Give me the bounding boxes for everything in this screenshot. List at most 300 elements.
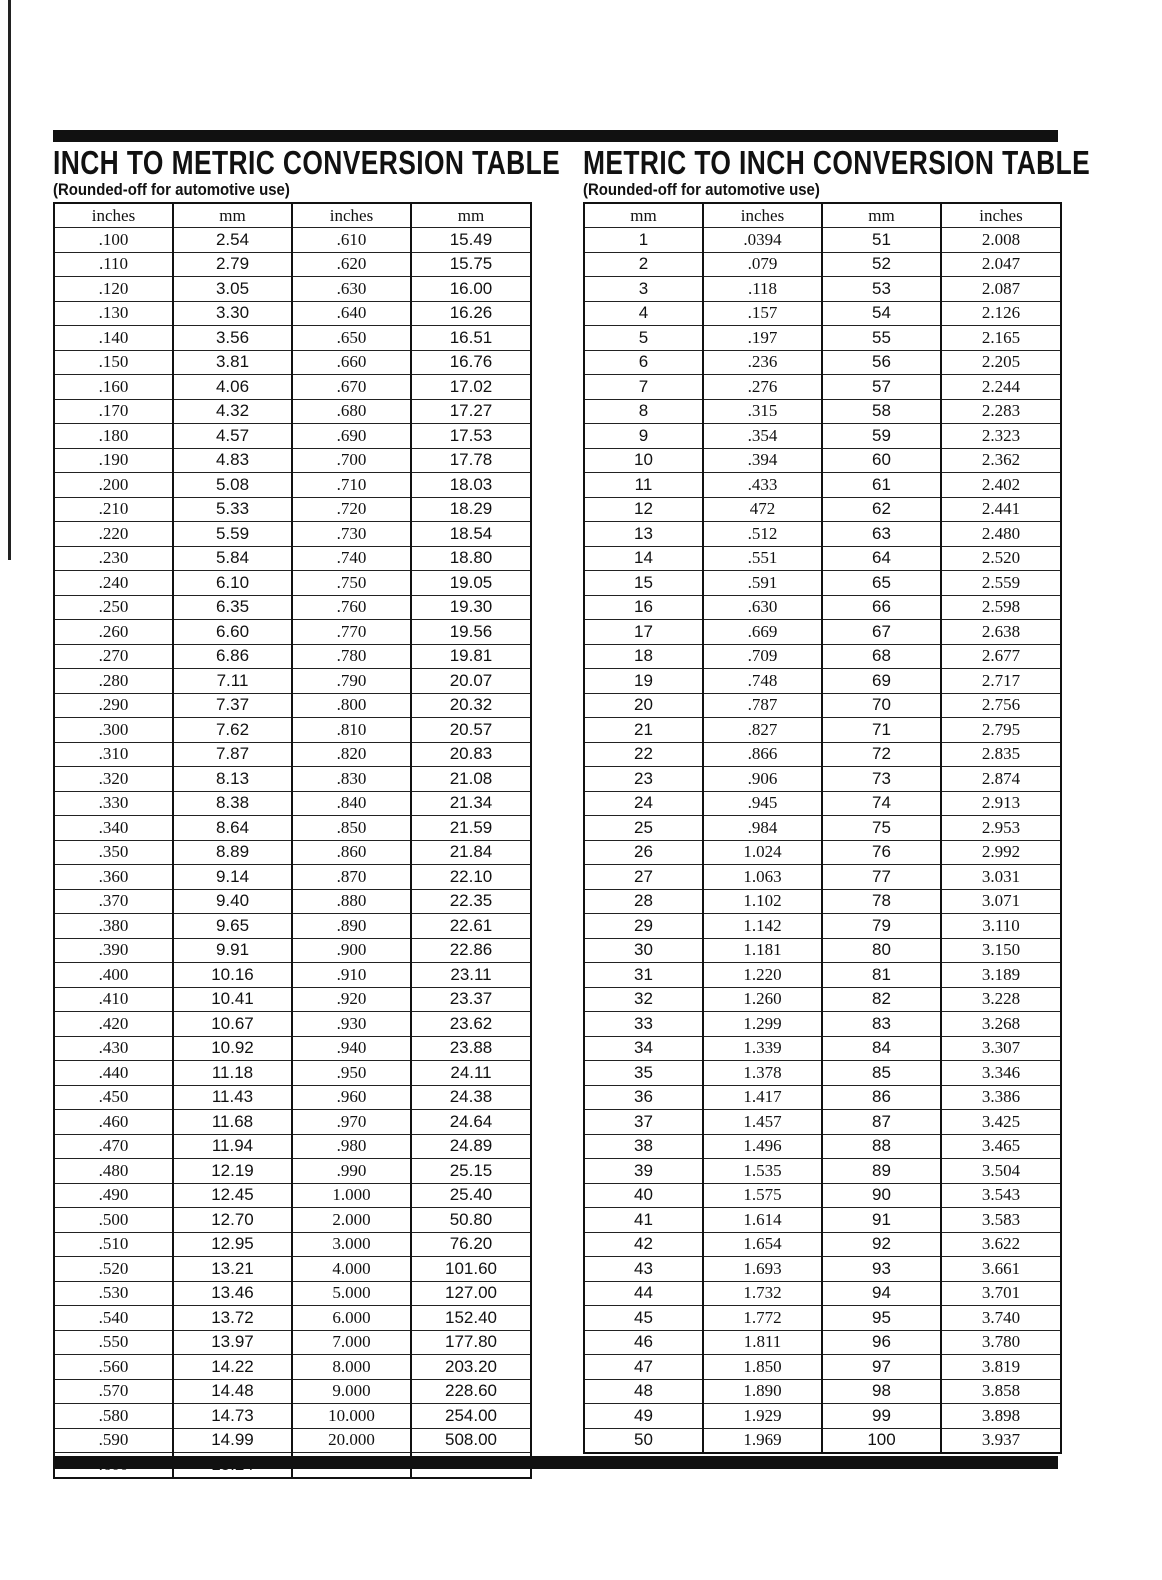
table-row <box>584 1036 1061 1061</box>
inches-cell: 1.142 <box>703 914 822 939</box>
inches-cell: 1.969 <box>703 1428 822 1453</box>
mm-cell: 4.83 <box>173 448 292 473</box>
table-row <box>54 791 531 816</box>
table-row <box>584 399 1061 424</box>
top-rule <box>53 130 1058 142</box>
inches-cell: .940 <box>292 1036 411 1061</box>
table-row <box>54 1159 531 1184</box>
inches-cell: .550 <box>54 1330 173 1355</box>
inches-cell: 1.339 <box>703 1036 822 1061</box>
inches-cell: 9.000 <box>292 1379 411 1404</box>
mm-cell: 49 <box>584 1404 703 1429</box>
table-row <box>54 865 531 890</box>
inches-cell: 4.000 <box>292 1257 411 1282</box>
mm-cell: 23.11 <box>411 963 531 988</box>
table-row <box>54 1061 531 1086</box>
mm-cell: 23.62 <box>411 1012 531 1037</box>
inches-cell: 3.937 <box>941 1428 1061 1453</box>
mm-cell: 18.54 <box>411 522 531 547</box>
inches-cell: .0394 <box>703 228 822 253</box>
mm-cell: 10.16 <box>173 963 292 988</box>
inches-cell: .394 <box>703 448 822 473</box>
mm-cell: 12.45 <box>173 1183 292 1208</box>
inches-cell: 2.913 <box>941 791 1061 816</box>
inches-cell: 2.756 <box>941 693 1061 718</box>
inches-cell: .490 <box>54 1183 173 1208</box>
column-header-inches: inches <box>941 203 1061 228</box>
mm-cell: 20 <box>584 693 703 718</box>
mm-cell: 254.00 <box>411 1404 531 1429</box>
inches-cell: .276 <box>703 375 822 400</box>
metric-to-inch-panel <box>583 144 1091 1454</box>
table-row <box>584 1085 1061 1110</box>
inches-cell: .840 <box>292 791 411 816</box>
inches-cell: 1.024 <box>703 840 822 865</box>
inches-cell: 1.772 <box>703 1306 822 1331</box>
inches-cell: .380 <box>54 914 173 939</box>
inches-cell: 1.102 <box>703 889 822 914</box>
mm-cell: 13.72 <box>173 1306 292 1331</box>
mm-cell: 22.86 <box>411 938 531 963</box>
inches-cell: .170 <box>54 399 173 424</box>
table-row <box>584 571 1061 596</box>
inches-cell: .520 <box>54 1257 173 1282</box>
inches-cell: 3.000 <box>292 1232 411 1257</box>
mm-cell: 33 <box>584 1012 703 1037</box>
mm-cell: 25.15 <box>411 1159 531 1184</box>
inches-cell: .190 <box>54 448 173 473</box>
mm-cell: 99 <box>822 1404 941 1429</box>
mm-cell: 80 <box>822 938 941 963</box>
table-row <box>584 1110 1061 1135</box>
table-row <box>54 1110 531 1135</box>
mm-cell: 22.61 <box>411 914 531 939</box>
mm-cell: 22.35 <box>411 889 531 914</box>
mm-cell: 39 <box>584 1159 703 1184</box>
mm-cell: 16.51 <box>411 326 531 351</box>
inches-cell: .250 <box>54 595 173 620</box>
mm-cell: 24.64 <box>411 1110 531 1135</box>
mm-cell: 78 <box>822 889 941 914</box>
mm-cell: 28 <box>584 889 703 914</box>
table-row <box>54 1428 531 1453</box>
mm-cell: 2.79 <box>173 252 292 277</box>
inches-cell: 1.929 <box>703 1404 822 1429</box>
inches-cell: .920 <box>292 987 411 1012</box>
table-row <box>54 1281 531 1306</box>
inches-cell: .150 <box>54 350 173 375</box>
inches-cell: .580 <box>54 1404 173 1429</box>
metric-to-inch-subtitle: (Rounded-off for automotive use) <box>583 180 820 199</box>
inches-cell: 1.535 <box>703 1159 822 1184</box>
inches-cell: 7.000 <box>292 1330 411 1355</box>
mm-cell: 228.60 <box>411 1379 531 1404</box>
table-row <box>584 1379 1061 1404</box>
table-row <box>54 1183 531 1208</box>
mm-cell: 67 <box>822 620 941 645</box>
mm-cell: 24.89 <box>411 1134 531 1159</box>
mm-cell: 3.05 <box>173 277 292 302</box>
mm-cell: 13 <box>584 522 703 547</box>
table-row <box>584 326 1061 351</box>
inches-cell: 5.000 <box>292 1281 411 1306</box>
mm-cell: 95 <box>822 1306 941 1331</box>
inches-cell: .079 <box>703 252 822 277</box>
mm-cell: 23 <box>584 767 703 792</box>
table-row <box>54 987 531 1012</box>
mm-cell: 57 <box>822 375 941 400</box>
mm-cell: 66 <box>822 595 941 620</box>
inches-cell: .680 <box>292 399 411 424</box>
inches-cell: 2.244 <box>941 375 1061 400</box>
mm-cell: 47 <box>584 1355 703 1380</box>
inches-cell: .330 <box>54 791 173 816</box>
table-row <box>54 424 531 449</box>
mm-cell: 10.41 <box>173 987 292 1012</box>
table-row <box>584 669 1061 694</box>
mm-cell: 16.00 <box>411 277 531 302</box>
table-row <box>584 1183 1061 1208</box>
mm-cell: 74 <box>822 791 941 816</box>
inches-cell: .860 <box>292 840 411 865</box>
inches-cell: .730 <box>292 522 411 547</box>
inches-cell: .480 <box>54 1159 173 1184</box>
mm-cell: 7 <box>584 375 703 400</box>
table-row <box>584 620 1061 645</box>
inches-cell: .120 <box>54 277 173 302</box>
table-row <box>54 1306 531 1331</box>
mm-cell: 8.38 <box>173 791 292 816</box>
mm-cell: 38 <box>584 1134 703 1159</box>
inches-cell: 8.000 <box>292 1355 411 1380</box>
inches-cell: 2.717 <box>941 669 1061 694</box>
mm-cell: 4.32 <box>173 399 292 424</box>
inches-cell: 3.386 <box>941 1085 1061 1110</box>
inches-cell: 1.496 <box>703 1134 822 1159</box>
table-row <box>584 791 1061 816</box>
inches-cell: .340 <box>54 816 173 841</box>
mm-cell: 12 <box>584 497 703 522</box>
inches-cell: 2.126 <box>941 301 1061 326</box>
inches-cell: 3.189 <box>941 963 1061 988</box>
inches-cell: 3.543 <box>941 1183 1061 1208</box>
table-row <box>584 1012 1061 1037</box>
mm-cell: 24 <box>584 791 703 816</box>
inches-cell: 6.000 <box>292 1306 411 1331</box>
inches-cell: 2.480 <box>941 522 1061 547</box>
inch-to-metric-subtitle: (Rounded-off for automotive use) <box>53 180 290 199</box>
inches-cell: .620 <box>292 252 411 277</box>
mm-cell: 6.60 <box>173 620 292 645</box>
mm-cell: 70 <box>822 693 941 718</box>
mm-cell: 15 <box>584 571 703 596</box>
mm-cell: 56 <box>822 350 941 375</box>
inches-cell: 2.087 <box>941 277 1061 302</box>
inches-cell: 3.780 <box>941 1330 1061 1355</box>
table-row <box>584 595 1061 620</box>
mm-cell: 84 <box>822 1036 941 1061</box>
inches-cell: .460 <box>54 1110 173 1135</box>
table-row <box>584 693 1061 718</box>
inches-cell: 3.701 <box>941 1281 1061 1306</box>
mm-cell: 55 <box>822 326 941 351</box>
mm-cell: 17 <box>584 620 703 645</box>
mm-cell: 21.84 <box>411 840 531 865</box>
mm-cell: 54 <box>822 301 941 326</box>
table-row <box>54 301 531 326</box>
inches-cell: 1.181 <box>703 938 822 963</box>
mm-cell: 24.11 <box>411 1061 531 1086</box>
table-row <box>54 693 531 718</box>
table-row <box>54 228 531 253</box>
mm-cell: 51 <box>822 228 941 253</box>
table-row <box>584 522 1061 547</box>
inches-cell: .100 <box>54 228 173 253</box>
table-header-row <box>54 203 531 228</box>
inches-cell: 20.000 <box>292 1428 411 1453</box>
mm-cell: 12.95 <box>173 1232 292 1257</box>
mm-cell: 85 <box>822 1061 941 1086</box>
table-row <box>584 914 1061 939</box>
table-row <box>584 889 1061 914</box>
table-row <box>54 1208 531 1233</box>
inches-cell: .500 <box>54 1208 173 1233</box>
mm-cell: 14 <box>584 546 703 571</box>
mm-cell: 36 <box>584 1085 703 1110</box>
inches-cell: 3.346 <box>941 1061 1061 1086</box>
table-row <box>584 1159 1061 1184</box>
inches-cell: 1.575 <box>703 1183 822 1208</box>
mm-cell: 16.26 <box>411 301 531 326</box>
column-header-mm: mm <box>173 203 292 228</box>
mm-cell: 41 <box>584 1208 703 1233</box>
mm-cell: 43 <box>584 1257 703 1282</box>
inches-cell: .960 <box>292 1085 411 1110</box>
inches-cell: 3.465 <box>941 1134 1061 1159</box>
inches-cell: .850 <box>292 816 411 841</box>
inches-cell: .510 <box>54 1232 173 1257</box>
inches-cell: 1.220 <box>703 963 822 988</box>
mm-cell: 65 <box>822 571 941 596</box>
inches-cell: .669 <box>703 620 822 645</box>
inches-cell: .709 <box>703 644 822 669</box>
table-row <box>584 252 1061 277</box>
table-row <box>54 1232 531 1257</box>
inches-cell: .512 <box>703 522 822 547</box>
inches-cell: 2.441 <box>941 497 1061 522</box>
mm-cell: 15.49 <box>411 228 531 253</box>
inches-cell: .470 <box>54 1134 173 1159</box>
inches-cell: 2.677 <box>941 644 1061 669</box>
mm-cell: 27 <box>584 865 703 890</box>
inches-cell: 2.835 <box>941 742 1061 767</box>
inches-cell: .740 <box>292 546 411 571</box>
metric-to-inch-table <box>583 202 1062 1454</box>
mm-cell: 5.59 <box>173 522 292 547</box>
mm-cell: 21 <box>584 718 703 743</box>
mm-cell: 77 <box>822 865 941 890</box>
mm-cell: 152.40 <box>411 1306 531 1331</box>
mm-cell: 18.80 <box>411 546 531 571</box>
inches-cell: .670 <box>292 375 411 400</box>
inches-cell: .950 <box>292 1061 411 1086</box>
inches-cell: .200 <box>54 473 173 498</box>
mm-cell: 83 <box>822 1012 941 1037</box>
mm-cell: 20.07 <box>411 669 531 694</box>
table-row <box>584 1134 1061 1159</box>
inches-cell: .630 <box>703 595 822 620</box>
column-header-inches: inches <box>703 203 822 228</box>
mm-cell: 25.40 <box>411 1183 531 1208</box>
table-row <box>584 767 1061 792</box>
mm-cell: 5.84 <box>173 546 292 571</box>
mm-cell: 88 <box>822 1134 941 1159</box>
table-row <box>584 987 1061 1012</box>
inches-cell: .360 <box>54 865 173 890</box>
inches-cell: 1.000 <box>292 1183 411 1208</box>
mm-cell: 18 <box>584 644 703 669</box>
mm-cell: 59 <box>822 424 941 449</box>
mm-cell: 20.83 <box>411 742 531 767</box>
mm-cell: 48 <box>584 1379 703 1404</box>
inches-cell: .630 <box>292 277 411 302</box>
mm-cell: 34 <box>584 1036 703 1061</box>
inches-cell: .310 <box>54 742 173 767</box>
inches-cell: .900 <box>292 938 411 963</box>
inches-cell: .570 <box>54 1379 173 1404</box>
table-row <box>54 595 531 620</box>
inches-cell: .400 <box>54 963 173 988</box>
mm-cell: 1 <box>584 228 703 253</box>
metric-to-inch-title: METRIC TO INCH CONVERSION TABLE <box>583 144 1091 181</box>
inches-cell: .750 <box>292 571 411 596</box>
inches-cell: .315 <box>703 399 822 424</box>
inches-cell: 1.260 <box>703 987 822 1012</box>
inches-cell: .420 <box>54 1012 173 1037</box>
inches-cell: .290 <box>54 693 173 718</box>
inches-cell: .760 <box>292 595 411 620</box>
inches-cell: 1.063 <box>703 865 822 890</box>
inches-cell: 3.740 <box>941 1306 1061 1331</box>
mm-cell: 35 <box>584 1061 703 1086</box>
inches-cell: .280 <box>54 669 173 694</box>
inches-cell: 10.000 <box>292 1404 411 1429</box>
inches-cell: 2.205 <box>941 350 1061 375</box>
inches-cell: .990 <box>292 1159 411 1184</box>
mm-cell: 4 <box>584 301 703 326</box>
table-row <box>54 669 531 694</box>
mm-cell: 11 <box>584 473 703 498</box>
mm-cell: 16 <box>584 595 703 620</box>
table-row <box>54 1355 531 1380</box>
bottom-rule <box>53 1456 1058 1469</box>
table-row <box>54 963 531 988</box>
mm-cell: 21.59 <box>411 816 531 841</box>
mm-cell: 6.35 <box>173 595 292 620</box>
mm-cell: 6 <box>584 350 703 375</box>
mm-cell: 19.56 <box>411 620 531 645</box>
inches-cell: .906 <box>703 767 822 792</box>
table-row <box>584 742 1061 767</box>
inches-cell: .540 <box>54 1306 173 1331</box>
mm-cell: 3.56 <box>173 326 292 351</box>
mm-cell: 52 <box>822 252 941 277</box>
mm-cell: 101.60 <box>411 1257 531 1282</box>
inch-to-metric-rows <box>54 228 531 1478</box>
mm-cell: 69 <box>822 669 941 694</box>
table-row <box>54 840 531 865</box>
inches-cell: .720 <box>292 497 411 522</box>
mm-cell: 14.99 <box>173 1428 292 1453</box>
table-row <box>54 473 531 498</box>
table-row <box>584 424 1061 449</box>
mm-cell: 19.30 <box>411 595 531 620</box>
mm-cell: 86 <box>822 1085 941 1110</box>
table-row <box>54 1134 531 1159</box>
inches-cell: .591 <box>703 571 822 596</box>
table-row <box>584 1330 1061 1355</box>
mm-cell: 22 <box>584 742 703 767</box>
mm-cell: 17.02 <box>411 375 531 400</box>
mm-cell: 13.97 <box>173 1330 292 1355</box>
inches-cell: 1.811 <box>703 1330 822 1355</box>
inches-cell: 2.559 <box>941 571 1061 596</box>
mm-cell: 13.46 <box>173 1281 292 1306</box>
table-row <box>584 1232 1061 1257</box>
table-row <box>584 644 1061 669</box>
mm-cell: 20.32 <box>411 693 531 718</box>
table-row <box>54 497 531 522</box>
inches-cell: .320 <box>54 767 173 792</box>
mm-cell: 82 <box>822 987 941 1012</box>
mm-cell: 90 <box>822 1183 941 1208</box>
mm-cell: 44 <box>584 1281 703 1306</box>
column-header-inches: inches <box>54 203 173 228</box>
mm-cell: 94 <box>822 1281 941 1306</box>
mm-cell: 14.22 <box>173 1355 292 1380</box>
inches-cell: .140 <box>54 326 173 351</box>
mm-cell: 17.78 <box>411 448 531 473</box>
inches-cell: .770 <box>292 620 411 645</box>
mm-cell: 63 <box>822 522 941 547</box>
mm-cell: 8.89 <box>173 840 292 865</box>
inches-cell: 2.953 <box>941 816 1061 841</box>
table-row <box>584 938 1061 963</box>
inches-cell: 3.819 <box>941 1355 1061 1380</box>
inches-cell: 1.732 <box>703 1281 822 1306</box>
inches-cell: 3.661 <box>941 1257 1061 1282</box>
mm-cell: 12.70 <box>173 1208 292 1233</box>
inches-cell: .610 <box>292 228 411 253</box>
inches-cell: .700 <box>292 448 411 473</box>
inches-cell: 2.992 <box>941 840 1061 865</box>
table-row <box>584 1428 1061 1453</box>
inches-cell: .866 <box>703 742 822 767</box>
table-row <box>54 1330 531 1355</box>
inches-cell: .890 <box>292 914 411 939</box>
inch-to-metric-panel <box>53 144 561 1479</box>
inches-cell: .820 <box>292 742 411 767</box>
mm-cell: 10.92 <box>173 1036 292 1061</box>
inches-cell: .160 <box>54 375 173 400</box>
mm-cell: 5.08 <box>173 473 292 498</box>
table-row <box>54 889 531 914</box>
inches-cell: .300 <box>54 718 173 743</box>
table-row <box>54 1012 531 1037</box>
inches-cell: .180 <box>54 424 173 449</box>
table-row <box>584 277 1061 302</box>
table-row <box>54 767 531 792</box>
